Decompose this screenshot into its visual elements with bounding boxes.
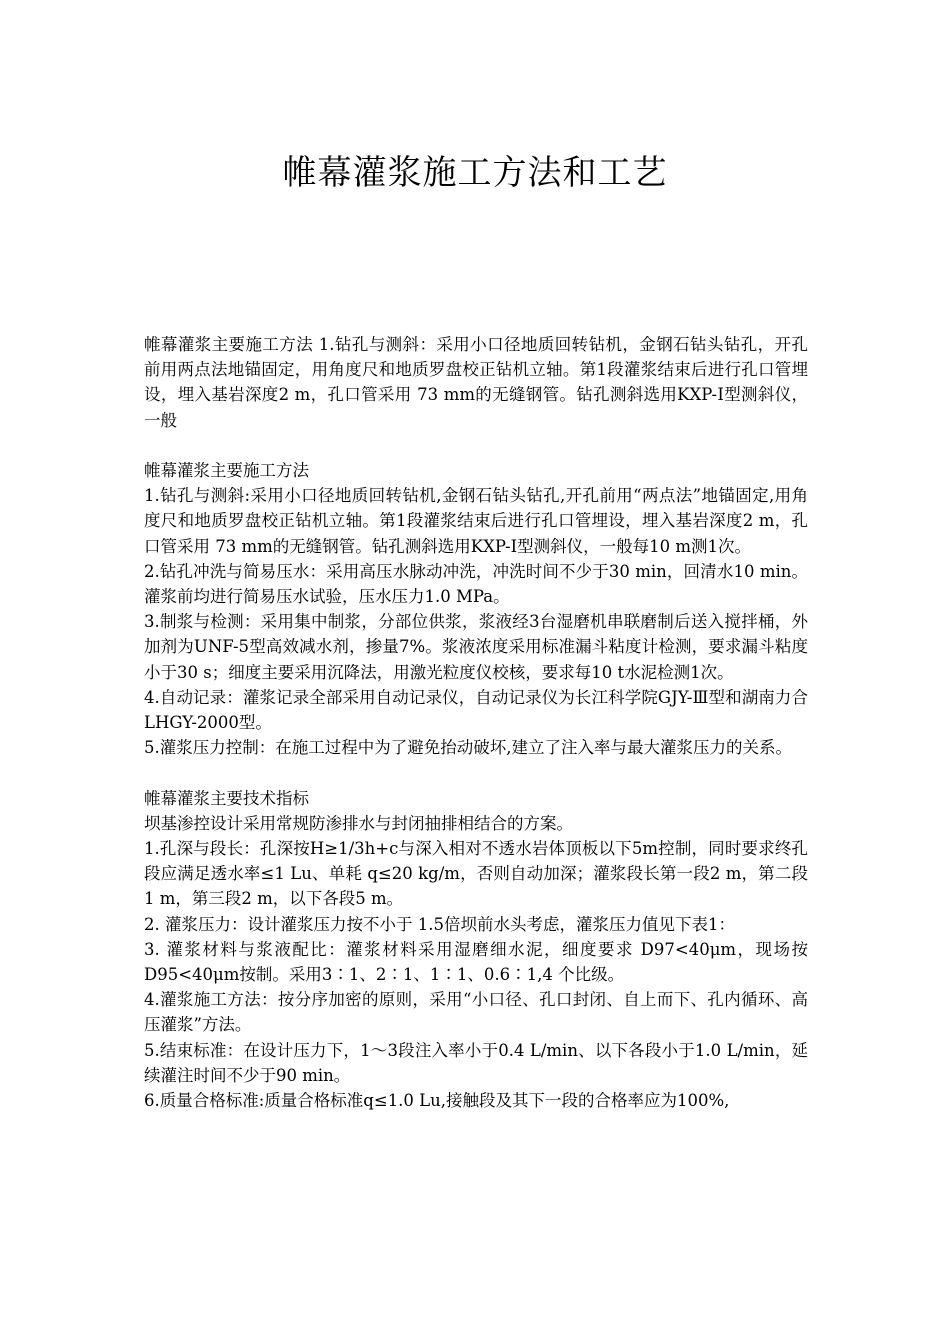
method-item-flushing: 2.钻孔冲洗与简易压水：采用高压水脉动冲洗，冲洗时间不少于30 min，回清水10 min。灌浆前均进行简易压水试验，压水压力1.0 MPa。 <box>144 561 808 607</box>
spec-item-materials: 3. 灌浆材料与浆液配比：灌浆材料采用湿磨细水泥，细度要求 D97<40μm，现场按D95<40μm按制。采用3∶1、2∶1、1∶1、0.6∶1,4 个比级。 <box>144 939 808 985</box>
specs-intro: 坝基渗控设计采用常规防渗排水与封闭抽排相结合的方案。 <box>144 813 573 833</box>
paragraph-gap <box>144 760 808 785</box>
section-heading-specs: 帷幕灌浆主要技术指标 <box>144 788 309 808</box>
spec-item-method: 4.灌浆施工方法：按分序加密的原则，采用“小口径、孔口封闭、自上而下、孔内循环、高压灌浆”方法。 <box>144 990 808 1035</box>
spec-item-quality: 6.质量合格标准:质量合格标准q≤1.0 Lu,接触段及其下一段的合格率应为100%, <box>144 1091 730 1111</box>
spec-item-pressure: 2. 灌浆压力：设计灌浆压力按不小于 1.5倍坝前水头考虑，灌浆压力值见下表1： <box>144 914 735 934</box>
method-item-auto-recording: 4.自动记录：灌浆记录全部采用自动记录仪，自动记录仪为长江科学院GJY-Ⅲ型和湖南力合LHGY-2000型。 <box>144 687 808 733</box>
method-item-grout-mixing: 3.制浆与检测：采用集中制浆，分部位供浆，浆液经3台湿磨机串联磨制后送入搅拌桶，外加剂为UNF-5型高效减水剂，掺量7%。浆液浓度采用标准漏斗粘度计检测，要求漏斗粘度小于30 s；细度主要采用沉降法，用激光粒度仪校核，要求每10 t水泥检测1次。 <box>144 612 808 682</box>
section-heading-methods: 帷幕灌浆主要施工方法 <box>144 461 309 480</box>
paragraph-gap <box>144 433 808 458</box>
method-item-drilling: 1.钻孔与测斜:采用小口径地质回转钻机,金钢石钻头钻孔,开孔前用“两点法”地锚固定,用角度尺和地质罗盘校正钻机立轴。第1段灌浆结束后进行孔口管埋设，埋入基岩深度2 m，孔口管采用 73 mm的无缝钢管。钻孔测斜选用KXP-Ⅰ型测斜仪，一般每10 m测1次。 <box>144 486 808 556</box>
summary-paragraph: 帷幕灌浆主要施工方法 1.钻孔与测斜：采用小口径地质回转钻机，金钢石钻头钻孔，开孔前用两点法地锚固定，用角度尺和地质罗盘校正钻机立轴。第1段灌浆结束后进行孔口管埋设，埋入基岩深度2 m，孔口管采用 73 mm的无缝钢管。钻孔测斜选用KXP-Ⅰ型测斜仪，一般 <box>144 335 808 430</box>
spec-item-end-criteria: 5.结束标准：在设计压力下，1～3段注入率小于0.4 L/min、以下各段小于1.0 L/min，延续灌注时间不少于90 min。 <box>144 1040 808 1085</box>
method-item-pressure-control: 5.灌浆压力控制：在施工过程中为了避免抬动破坏,建立了注入率与最大灌浆压力的关系。 <box>144 738 792 758</box>
document-body <box>144 332 808 1113</box>
page-title: 帷幕灌浆施工方法和工艺 <box>282 153 668 193</box>
spec-item-depth: 1.孔深与段长：孔深按H≥1/3h+c与深入相对不透水岩体顶板以下5m控制，同时要求终孔段应满足透水率≤1 Lu、单耗 q≤20 kg/m，否则自动加深；灌浆段长第一段2 m，第二段1 m，第三段2 m，以下各段5 m。 <box>144 839 808 909</box>
